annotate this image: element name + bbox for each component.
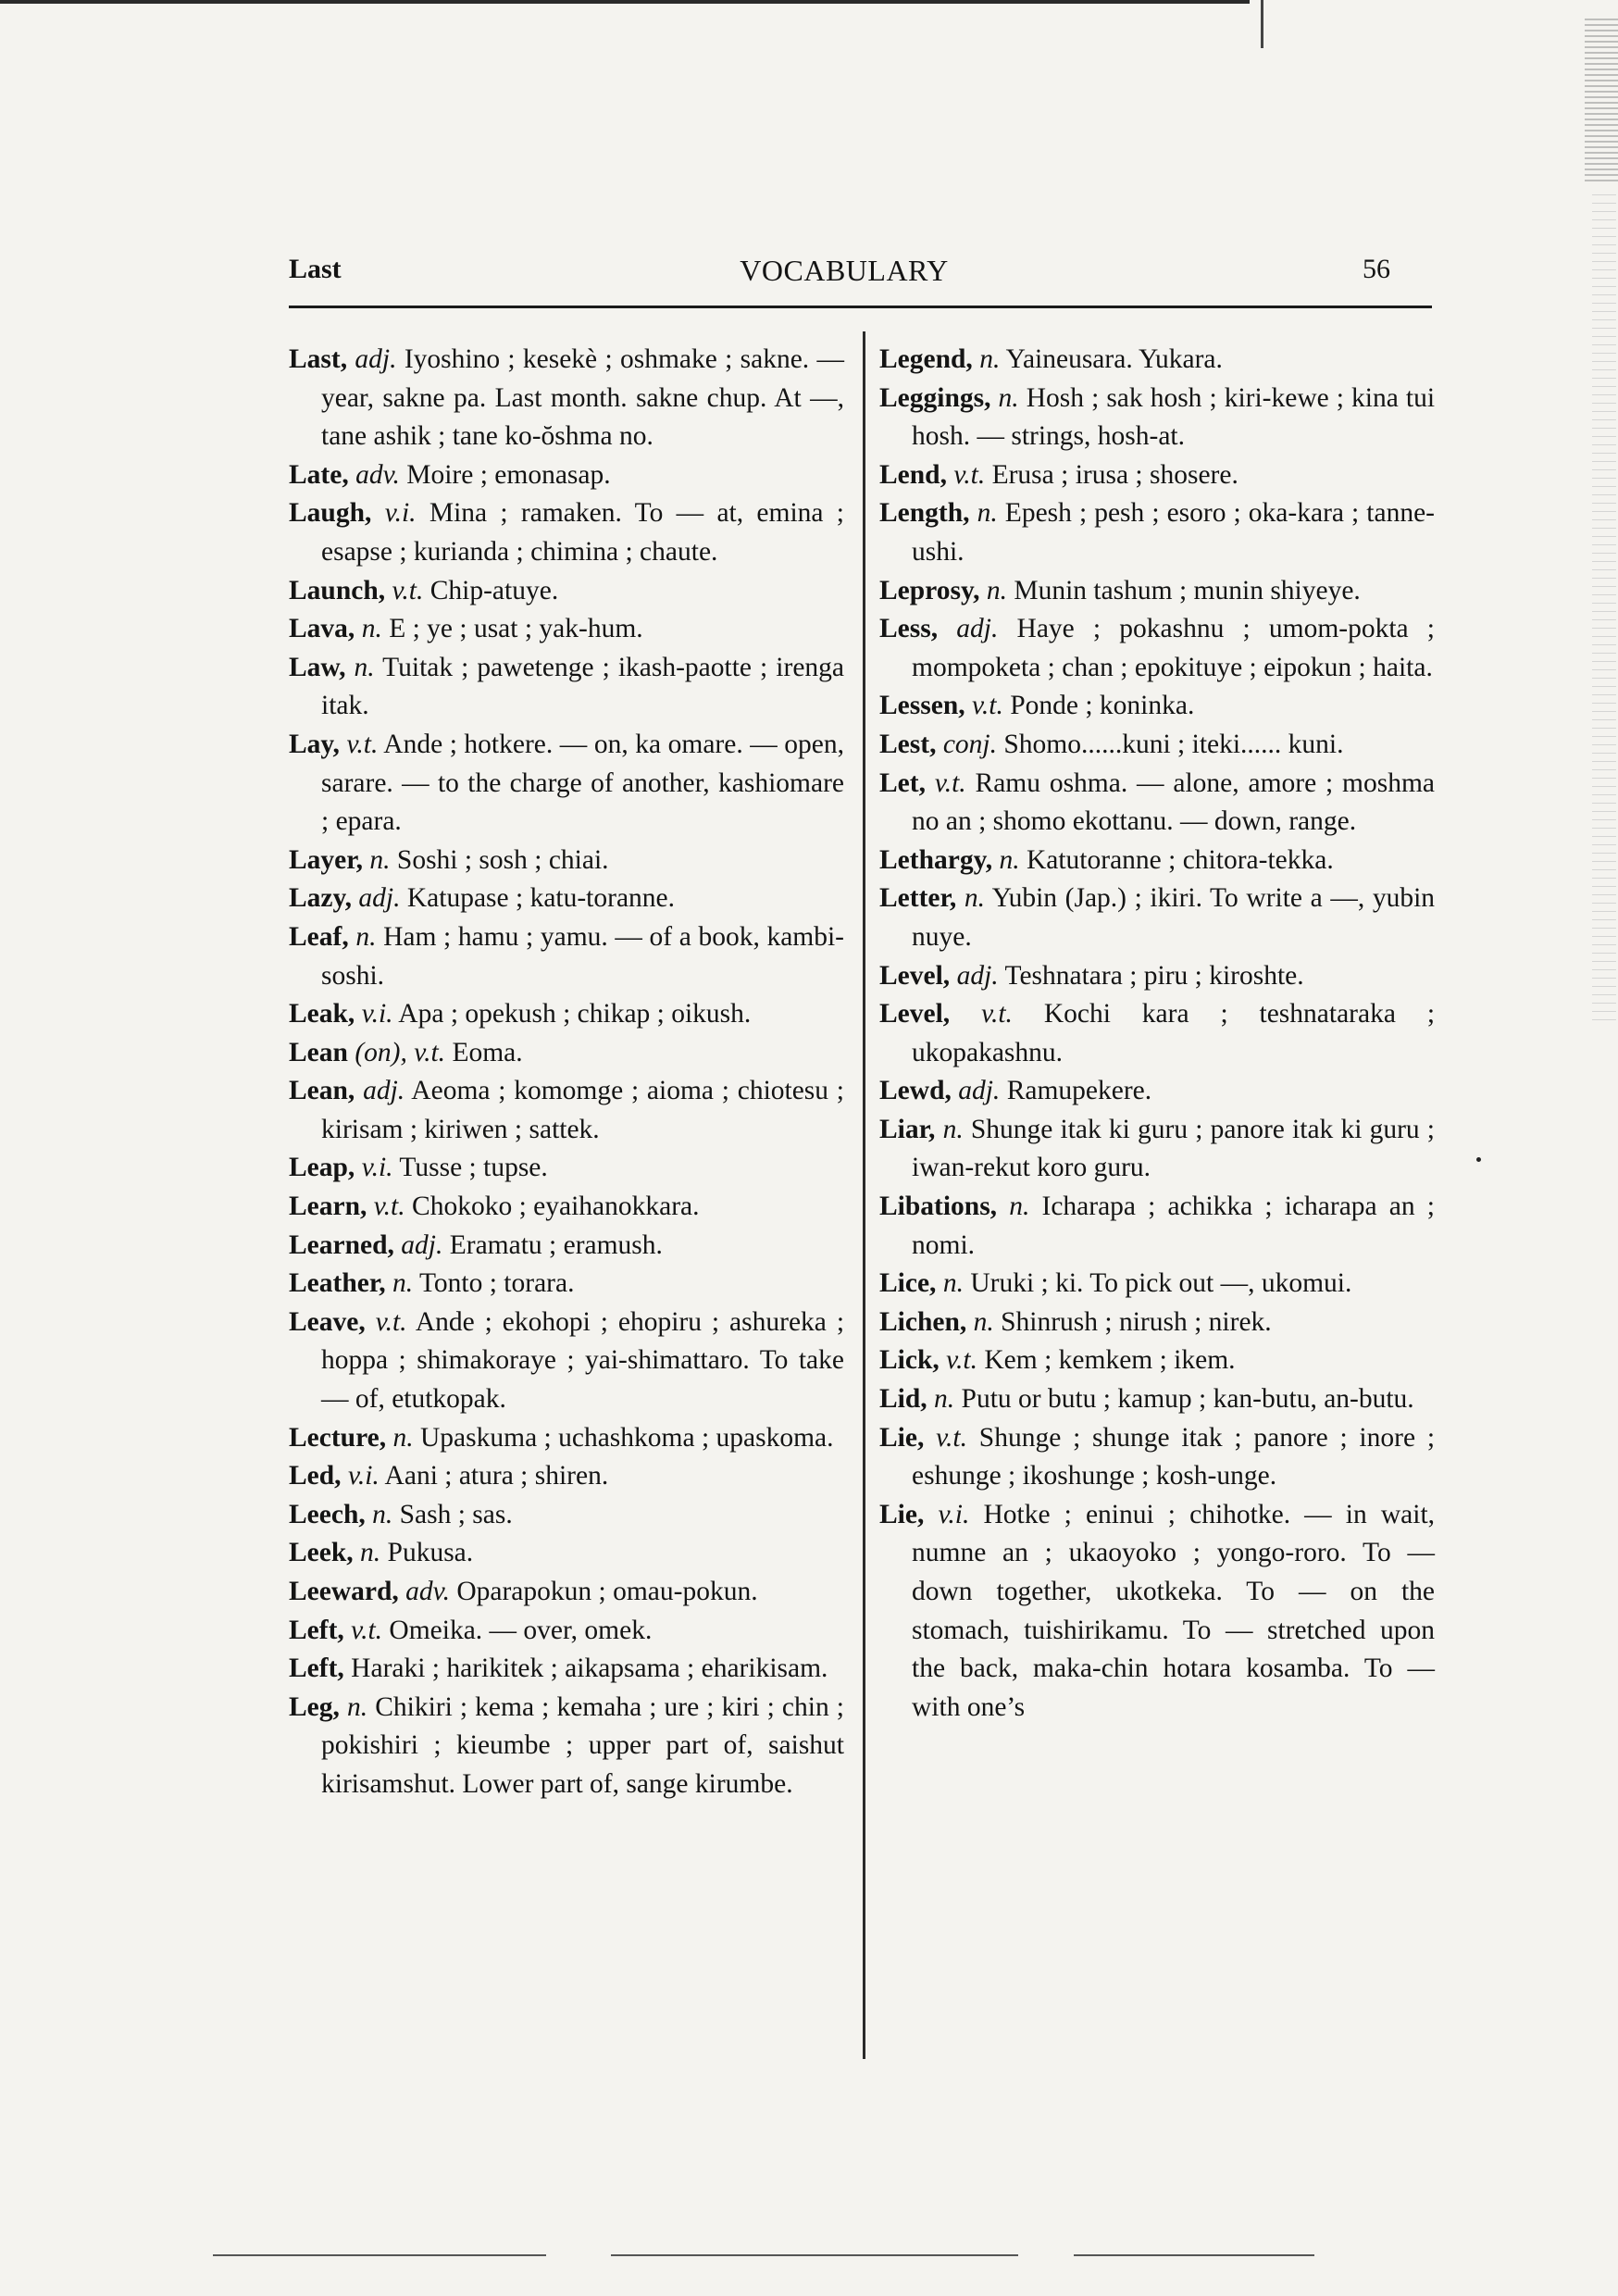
definition: E ; ye ; usat ; yak-hum. (389, 614, 643, 644)
part-of-speech: n. (973, 1306, 994, 1337)
part-of-speech: (on), v.t. (355, 1037, 446, 1067)
headword: Lessen, (879, 691, 965, 721)
part-of-speech: n. (369, 844, 391, 875)
headword: Leek, (289, 1538, 354, 1568)
dictionary-entry (879, 1419, 1435, 1496)
headword: Lethargy, (879, 844, 993, 875)
headword: Learned, (289, 1229, 394, 1260)
definition: Omeika. — over, omek. (389, 1615, 653, 1645)
definition: Haye ; pokashnu ; umom-pokta ; mompoketa ; chan ; epokituye ; eipokun ; haita. (912, 614, 1436, 682)
dictionary-entry (289, 1534, 844, 1573)
part-of-speech: v.i. (347, 1461, 380, 1491)
dictionary-entry (289, 995, 844, 1034)
part-of-speech: n. (986, 575, 1007, 605)
headword: Lewd, (879, 1076, 952, 1106)
dictionary-entry (289, 1304, 844, 1419)
dictionary-entry (289, 649, 844, 726)
dictionary-entry (879, 1341, 1435, 1380)
dictionary-entry (879, 1496, 1435, 1728)
dictionary-entry (289, 456, 844, 495)
ink-speck (1476, 1157, 1481, 1162)
dictionary-entry (289, 1265, 844, 1304)
dictionary-entry (879, 1304, 1435, 1342)
page-title: VOCABULARY (740, 254, 949, 287)
definition: Katupase ; katu-toranne. (406, 883, 676, 914)
dictionary-entry (879, 380, 1435, 456)
definition: Tuitak ; pawetenge ; ikash-paotte ; irenga itak. (321, 652, 845, 721)
definition: Ramu oshma. — alone, amore ; moshma no an ; shomo ekottanu. — down, range. (912, 767, 1436, 837)
headword: Leeward, (289, 1577, 399, 1606)
definition: Yubin (Jap.) ; ikiri. To write a —, yubin nuye. (912, 883, 1436, 952)
headword: Lie, (879, 1499, 925, 1529)
headword: Level, (879, 960, 951, 991)
headword: Lecture, (289, 1422, 387, 1453)
part-of-speech: n. (998, 382, 1019, 413)
definition: Iyoshino ; kesekè ; oshmake ; sakne. — year, sakne pa. Last month. sakne chup. At —, tane ashik ; tane ko-ŏshma no. (321, 344, 844, 452)
definition: Haraki ; harikitek ; aikapsama ; eharikisam. (351, 1653, 828, 1684)
dictionary-entry (879, 1072, 1435, 1111)
dictionary-entry (879, 572, 1435, 611)
definition: Chikiri ; kema ; kemaha ; ure ; kiri ; chin ; pokishiri ; kieumbe ; upper part of, saishut kirisamshut. Lower part of, sange kirumbe. (321, 1691, 845, 1799)
dictionary-entry (289, 610, 844, 649)
part-of-speech: v.t. (373, 1192, 405, 1222)
dictionary-entry (289, 1072, 844, 1149)
definition: Icharapa ; achikka ; icharapa an ; nomi. (912, 1192, 1435, 1260)
column-divider (863, 331, 865, 2059)
dictionary-entry (289, 1496, 844, 1535)
headword: Less, (879, 614, 939, 644)
part-of-speech: n. (355, 921, 377, 952)
part-of-speech: n. (354, 652, 375, 682)
definition: Chip-atuye. (429, 575, 559, 605)
headword: Legend, (879, 344, 973, 374)
bottom-rule (1074, 2254, 1314, 2256)
definition: Kochi kara ; teshnataraka ; ukopakashnu. (912, 999, 1436, 1067)
headword: Left, (289, 1615, 344, 1645)
headword: Law, (289, 652, 346, 682)
dictionary-entry (289, 726, 844, 842)
headword: Leap, (289, 1153, 355, 1183)
headword: Lean, (289, 1076, 355, 1106)
part-of-speech: n. (999, 844, 1020, 875)
definition: Eramatu ; eramush. (449, 1229, 663, 1260)
dictionary-entry (879, 687, 1435, 726)
headword: Libations, (879, 1192, 998, 1222)
left-column (289, 341, 844, 1804)
part-of-speech: v.i. (361, 1153, 393, 1183)
headword: Lick, (879, 1345, 940, 1376)
dictionary-entry (289, 1149, 844, 1188)
part-of-speech: v.i. (938, 1499, 970, 1529)
part-of-speech: adj. (958, 1076, 1001, 1106)
dictionary-entry (879, 456, 1435, 495)
dictionary-entry (879, 995, 1435, 1072)
definition: Ponde ; koninka. (1010, 691, 1195, 721)
definition: Pukusa. (387, 1538, 474, 1568)
definition: Hotke ; eninui ; chihotke. — in wait, numne an ; ukaoyoko ; yongo-roro. To — down together, ukotkeka. To — on the stomach, tuishirikamu. To — stretched upon the back, maka-chin hotara kosamba. To — with one’s (912, 1499, 1436, 1722)
dictionary-entry (879, 765, 1435, 842)
dictionary-entry (879, 1380, 1435, 1419)
definition: Oparapokun ; omau-pokun. (456, 1577, 758, 1606)
running-header (289, 250, 1446, 296)
bottom-rule (611, 2254, 1018, 2256)
part-of-speech: n. (392, 1422, 414, 1453)
dictionary-entry (879, 842, 1435, 880)
headword: Lazy, (289, 883, 353, 914)
dictionary-entry (289, 1650, 844, 1689)
definition: Apa ; opekush ; chikap ; oikush. (398, 999, 752, 1029)
definition: Aani ; atura ; shiren. (384, 1461, 609, 1491)
definition: Munin tashum ; munin shiyeye. (1014, 575, 1361, 605)
headword: Lava, (289, 614, 355, 644)
dictionary-entry (879, 494, 1435, 571)
definition: Tonto ; torara. (418, 1268, 575, 1299)
definition: Erusa ; irusa ; shosere. (991, 459, 1238, 490)
top-page-rule (0, 0, 1250, 4)
dictionary-entry (879, 880, 1435, 956)
definition: Hosh ; sak hosh ; kiri-kewe ; kina tui hosh. — strings, hosh-at. (912, 382, 1436, 452)
headword: Lichen, (879, 1306, 967, 1337)
headword: Lest, (879, 729, 937, 759)
dictionary-entry (289, 341, 844, 456)
headword: Lice, (879, 1268, 937, 1299)
part-of-speech: v.t. (346, 729, 379, 759)
header-rule (289, 306, 1432, 308)
binding-edge (1585, 19, 1618, 185)
part-of-speech: n. (934, 1384, 955, 1415)
definition: Soshi ; sosh ; chiai. (396, 844, 609, 875)
headword: Leak, (289, 999, 355, 1029)
definition: Shomo......kuni ; iteki...... kuni. (1003, 729, 1344, 759)
right-column (879, 341, 1435, 1727)
definition: Shunge itak ki guru ; panore itak ki guru ; iwan-rekut koro guru. (912, 1114, 1436, 1183)
part-of-speech: v.i. (361, 999, 393, 1029)
headword: Leggings, (879, 382, 991, 413)
dictionary-entry (879, 341, 1435, 380)
definition: Upaskuma ; uchashkoma ; upaskoma. (420, 1422, 834, 1453)
part-of-speech: v.t. (934, 767, 966, 798)
part-of-speech: n. (1009, 1192, 1030, 1222)
definition: Ham ; hamu ; yamu. — of a book, kambi-soshi. (321, 921, 844, 991)
part-of-speech: n. (392, 1268, 414, 1299)
part-of-speech: v.t. (392, 575, 424, 605)
dictionary-entry (879, 726, 1435, 765)
part-of-speech: v.i. (384, 498, 417, 529)
definition: Ande ; ekohopi ; ehopiru ; ashureka ; hoppa ; shimakoraye ; yai-shimattaro. To take — of, etutkopak. (321, 1306, 845, 1415)
part-of-speech: n. (942, 1268, 964, 1299)
headword: Length, (879, 498, 970, 529)
dictionary-entry (879, 957, 1435, 996)
dictionary-entry (879, 1188, 1435, 1265)
part-of-speech: v.t. (946, 1345, 977, 1376)
part-of-speech: v.t. (981, 999, 1013, 1029)
part-of-speech: n. (372, 1499, 393, 1529)
top-right-rule (1261, 0, 1263, 48)
part-of-speech: v.t. (375, 1306, 407, 1337)
headword: Laugh, (289, 498, 372, 529)
definition: Katutoranne ; chitora-tekka. (1026, 844, 1334, 875)
headword: Letter, (879, 883, 957, 914)
dictionary-entry (879, 1265, 1435, 1304)
dictionary-entry (289, 1227, 844, 1266)
dictionary-entry (289, 1419, 844, 1458)
definition: Shunge ; shunge itak ; panore ; inore ; eshunge ; ikoshunge ; kosh-unge. (912, 1422, 1436, 1491)
headword: Leg, (289, 1691, 340, 1722)
part-of-speech: adj. (401, 1229, 443, 1260)
headword: Leprosy, (879, 575, 980, 605)
dictionary-entry (289, 1188, 844, 1227)
part-of-speech: v.t. (351, 1615, 383, 1645)
dictionary-entry (289, 1612, 844, 1651)
dictionary-entry (289, 1457, 844, 1496)
dictionary-entry (289, 880, 844, 918)
headword: Leaf, (289, 921, 349, 952)
dictionary-entry (879, 610, 1435, 687)
dictionary-entry (289, 1573, 844, 1612)
part-of-speech: n. (361, 614, 382, 644)
dictionary-entry (289, 1034, 844, 1073)
part-of-speech: n. (964, 883, 986, 914)
headword: Last, (289, 344, 348, 374)
headword: Leave, (289, 1306, 366, 1337)
headword: Learn, (289, 1192, 367, 1222)
headword: Lie, (879, 1422, 925, 1453)
headword: Lean (289, 1037, 348, 1067)
part-of-speech: n. (979, 344, 1001, 374)
dictionary-entry (289, 1689, 844, 1804)
headword: Level, (879, 999, 951, 1029)
headword: Late, (289, 459, 349, 490)
dictionary-entry (289, 572, 844, 611)
guide-word: Last (289, 254, 342, 284)
part-of-speech: adj. (956, 614, 999, 644)
part-of-speech: adj. (956, 960, 999, 991)
part-of-speech: v.t. (936, 1422, 967, 1453)
dictionary-entry (289, 918, 844, 995)
dictionary-entry (289, 494, 844, 571)
part-of-speech: adj. (355, 344, 397, 374)
page-number: 56 (1363, 254, 1390, 284)
headword: Launch, (289, 575, 386, 605)
definition: Aeoma ; komomge ; aioma ; chiotesu ; kirisam ; kiriwen ; sattek. (321, 1076, 844, 1144)
definition: Ramupekere. (1006, 1076, 1152, 1106)
definition: Epesh ; pesh ; esoro ; oka-kara ; tanne-ushi. (912, 498, 1436, 567)
headword: Lid, (879, 1384, 927, 1415)
headword: Let, (879, 767, 926, 798)
definition: Kem ; kemkem ; ikem. (984, 1345, 1236, 1376)
definition: Moire ; emonasap. (406, 459, 611, 490)
definition: Uruki ; ki. To pick out —, ukomui. (970, 1268, 1352, 1299)
dictionary-entry (289, 842, 844, 880)
headword: Layer, (289, 844, 364, 875)
part-of-speech: n. (942, 1114, 964, 1144)
binding-shadow (1592, 194, 1616, 1028)
part-of-speech: n. (347, 1691, 368, 1722)
part-of-speech: v.t. (953, 459, 986, 490)
definition: Chokoko ; eyaihanokkara. (412, 1192, 700, 1222)
dictionary-entry (879, 1111, 1435, 1188)
headword: Led, (289, 1461, 342, 1491)
headword: Liar, (879, 1114, 936, 1144)
part-of-speech: adj. (358, 883, 401, 914)
part-of-speech: adj. (363, 1076, 405, 1106)
headword: Left, (289, 1653, 344, 1684)
headword: Leech, (289, 1499, 366, 1529)
definition: Sash ; sas. (399, 1499, 513, 1529)
definition: Putu or butu ; kamup ; kan-butu, an-butu. (961, 1384, 1414, 1415)
definition: Shinrush ; nirush ; nirek. (1001, 1306, 1272, 1337)
definition: Yaineusara. Yukara. (1005, 344, 1223, 374)
bottom-rule (213, 2254, 546, 2256)
definition: Mina ; ramaken. To — at, emina ; esapse ; kurianda ; chimina ; chaute. (321, 498, 845, 567)
part-of-speech: n. (360, 1538, 381, 1568)
definition: Eoma. (452, 1037, 523, 1067)
headword: Lend, (879, 459, 947, 490)
definition: Teshnatara ; piru ; kiroshte. (1004, 960, 1304, 991)
part-of-speech: conj. (942, 729, 997, 759)
definition: Tusse ; tupse. (399, 1153, 548, 1183)
headword: Leather, (289, 1268, 386, 1299)
part-of-speech: n. (977, 498, 998, 529)
part-of-speech: adv. (405, 1577, 450, 1606)
part-of-speech: v.t. (971, 691, 1003, 721)
definition: Ande ; hotkere. — on, ka omare. — open, sarare. — to the charge of another, kashiomare ; epara. (321, 729, 845, 837)
part-of-speech: adv. (355, 459, 400, 490)
headword: Lay, (289, 729, 340, 759)
